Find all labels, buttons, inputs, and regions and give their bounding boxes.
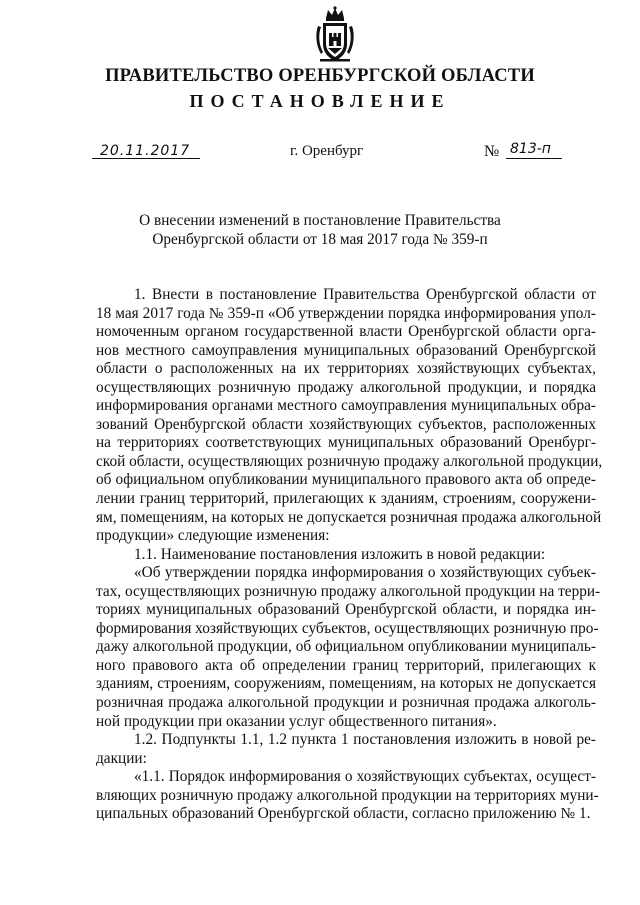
document-body <box>96 286 603 824</box>
body-line: нов местного самоуправления муниципальных образований Оренбургской <box>96 341 596 359</box>
body-line: ного правового акта об определении границ территорий, прилегающих к <box>96 656 596 674</box>
city-name: г. Оренбург <box>290 143 364 159</box>
coat-of-arms-emblem <box>314 6 356 64</box>
body-line: зданиям, строениям, сооружениям, помещениям, на которых не допускается <box>96 675 596 693</box>
body-line: ториях муниципальных образований Оренбургской области, и порядка ин- <box>96 601 596 619</box>
document-number: 813-п <box>510 141 551 157</box>
document-date: 20.11.2017 <box>100 143 191 159</box>
government-title: ПРАВИТЕЛЬСТВО ОРЕНБУРГСКОЙ ОБЛАСТИ <box>105 66 535 86</box>
document-type-title: ПОСТАНОВЛЕНИЕ <box>189 91 451 111</box>
body-line: продукции» следующие изменения: <box>96 527 330 545</box>
body-line: «1.1. Порядок информирования о хозяйствующих субъектах, осущест- <box>134 768 596 786</box>
subject-line: О внесении изменений в постановление Правительства <box>139 212 501 229</box>
body-line: 1. Внести в постановление Правительства Оренбургской области от <box>134 286 596 303</box>
body-line: ципальных образований Оренбургской области, согласно приложению № 1. <box>96 805 591 823</box>
body-line: об официальном опубликовании муниципального правового акта об опреде- <box>96 471 596 489</box>
body-line: 1.2. Подпункты 1.1, 1.2 пункта 1 постановления изложить в новой ре- <box>134 731 596 749</box>
body-line: осуществляющих розничную продажу алкогольной продукции, и порядка <box>96 378 596 396</box>
body-line: номоченным органом государственной власти Оренбургской области орга- <box>96 323 596 341</box>
number-underline <box>506 158 562 159</box>
document-subject <box>0 211 640 249</box>
body-line: дакции: <box>96 749 147 767</box>
body-line: зований Оренбургской области хозяйствующих субъектов, расположенных <box>96 415 596 433</box>
body-line: тах, осуществляющих розничную продажу алкогольной продукции на терри- <box>96 582 601 600</box>
body-line: лении границ территорий, прилегающих к зданиям, строениям, сооружени- <box>96 490 596 508</box>
body-line: на территориях соответствующих муниципальных образований Оренбург- <box>96 434 596 452</box>
body-line: дажу алкогольной продукции, об официальном опубликовании муниципаль- <box>96 638 596 656</box>
number-label: № <box>484 143 500 160</box>
body-line: розничная продажа алкогольной продукции и розничная продажа алкоголь- <box>96 694 596 712</box>
date-underline <box>92 158 200 159</box>
body-line: информирования органами местного самоуправления муниципальных обра- <box>96 397 596 415</box>
body-line: 18 мая 2017 года № 359-п «Об утверждении порядка информирования упол- <box>96 304 596 322</box>
body-line: «Об утверждении порядка информирования о хозяйствующих субъек- <box>134 564 596 582</box>
body-line: формирования хозяйствующих субъектов, осуществляющих розничную про- <box>96 619 599 637</box>
body-line: ной продукции при оказании услуг общественного питания». <box>96 712 497 730</box>
body-line: ям, помещениям, на которых не допускается розничная продажа алкогольной <box>96 508 602 526</box>
body-line: вляющих розничную продажу алкогольной продукции на территориях муни- <box>96 786 599 804</box>
body-line: области о расположенных на их территориях хозяйствующих субъектах, <box>96 360 596 378</box>
body-line: ской области, осуществляющих розничную продажу алкогольной продукции, <box>96 452 603 470</box>
body-line: 1.1. Наименование постановления изложить в новой редакции: <box>134 545 546 563</box>
subject-line: Оренбургской области от 18 мая 2017 года № 359-п <box>152 231 488 248</box>
